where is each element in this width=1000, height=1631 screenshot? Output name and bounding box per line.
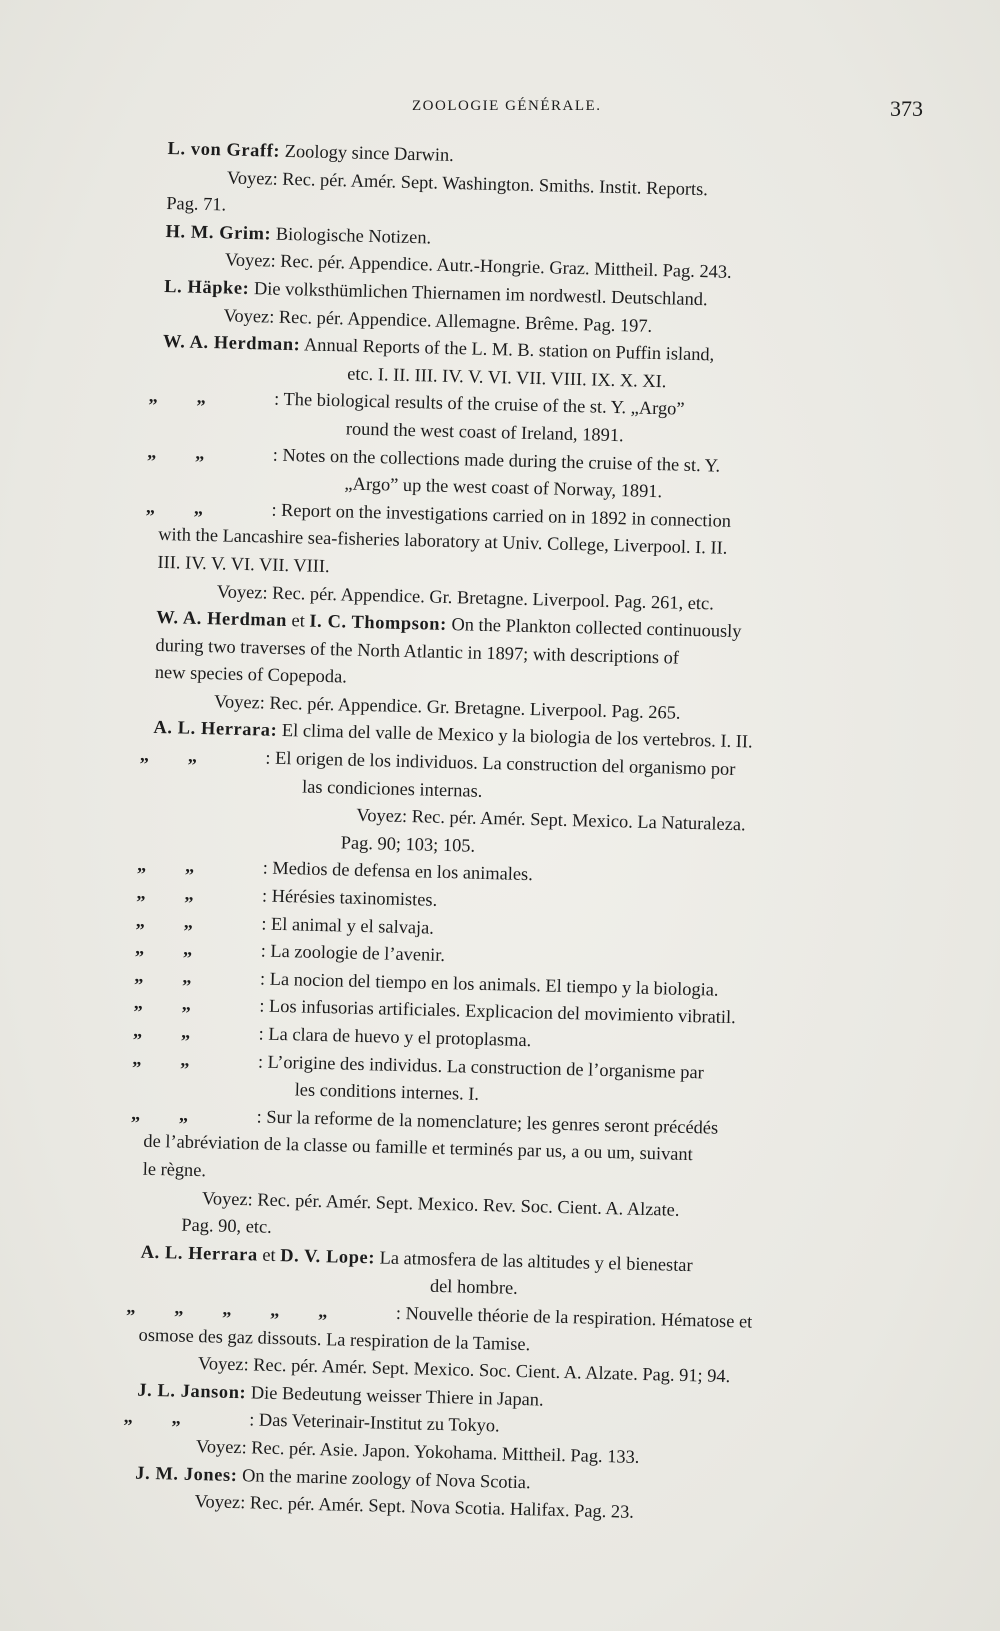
entry-title: : Hérésies taxinomistes. <box>261 885 438 910</box>
entry-title: : Report on the investigations carried on in 1892 in connection <box>271 499 732 531</box>
ditto-mark: „ <box>222 1298 232 1319</box>
entry-title: On the marine zoology of Nova Scotia. <box>241 1464 531 1492</box>
ditto-mark: „ <box>184 883 194 904</box>
entry-author: A. L. Herrara <box>140 1241 259 1265</box>
ditto-mark: „ <box>318 1300 328 1322</box>
bibliography-list <box>123 135 917 1533</box>
entry-title: Die volksthümlichen Thiernamen im nordwestl. Deutschland. <box>253 278 708 310</box>
entry-title-continued: III. IV. V. VI. VII. VIII. <box>157 551 330 576</box>
entry-title-continued: with the Lancashire sea-fisheries laboratory at Univ. College, Liverpool. I. II. <box>157 524 728 559</box>
entry-reference: Voyez: Rec. pér. Appendice. Gr. Bretagne. Liverpool. Pag. 261, etc. <box>216 580 715 613</box>
entry-title: : El animal y el salvaja. <box>261 913 435 938</box>
ditto-mark: „ <box>132 1020 143 1041</box>
entry-title: Biologische Notizen. <box>275 223 432 248</box>
page-header <box>0 96 1000 126</box>
entry-title: Die Bedeutung weisser Thiere in Japan. <box>250 1382 544 1410</box>
entry-title-continued: round the west coast of Ireland, 1891. <box>345 418 624 446</box>
ditto-mark: „ <box>270 1299 280 1321</box>
ditto-mark: „ <box>180 1021 191 1042</box>
entry-reference: Pag. 71. <box>166 193 227 215</box>
entry-reference: Voyez: Rec. pér. Appendice. Gr. Bretagne. Liverpool. Pag. 265. <box>213 691 681 723</box>
entry-reference: Voyez: Rec. pér. Amér. Sept. Mexico. La Naturaleza. <box>356 805 746 835</box>
entry-conjunction: et <box>291 610 306 631</box>
bibliography-entry <box>130 1100 894 1256</box>
entry-author: J. M. Jones: <box>135 1462 238 1485</box>
entry-title: : Los infusorias artificiales. Explicacion del movimiento vibratil. <box>259 995 736 1028</box>
ditto-mark: „ <box>136 854 147 876</box>
ditto-mark: „ <box>147 441 157 462</box>
entry-title: : L’origine des individus. La construction de l’organisme par <box>257 1051 705 1082</box>
entry-title-continued: etc. I. II. III. IV. V. VI. VII. VIII. IX. X. XI. <box>346 363 667 391</box>
entry-reference: Voyez: Rec. pér. Amér. Sept. Nova Scotia. Halifax. Pag. 23. <box>194 1491 635 1522</box>
entry-title-continued: osmose des gaz dissouts. La respiration de la Tamise. <box>138 1324 531 1354</box>
ditto-mark: „ <box>181 994 192 1015</box>
ditto-mark: „ <box>134 965 144 986</box>
entry-title-continued: de l’abréviation de la classe ou famille et terminés par us, a ou um, suivant <box>143 1131 694 1165</box>
entry-title: : Sur la reforme de la nomenclature; les genres seront précédés <box>256 1106 719 1138</box>
entry-reference: Voyez: Rec. pér. Appendice. Autr.-Hongrie. Graz. Mittheil. Pag. 243. <box>224 249 732 283</box>
entry-author: D. V. Lope: <box>280 1244 376 1268</box>
ditto-mark: „ <box>184 856 195 877</box>
entry-author: W. A. Herdman: <box>162 331 301 355</box>
ditto-mark: „ <box>182 938 193 960</box>
entry-title: : El origen de los individuos. La construction del organismo por <box>265 747 736 780</box>
ditto-mark: „ <box>123 1406 134 1427</box>
ditto-mark: „ <box>174 1297 184 1318</box>
page-number: 373 <box>890 96 923 121</box>
entry-reference: Voyez: Rec. pér. Appendice. Allemagne. Brême. Pag. 197. <box>223 304 653 336</box>
entry-reference: Voyez: Rec. pér. Amér. Sept. Mexico. Soc. Cient. A. Alzate. Pag. 91; 94. <box>197 1353 731 1387</box>
ditto-mark: „ <box>139 744 150 765</box>
entry-title: : Notes on the collections made during the cruise of the st. Y. <box>272 444 721 476</box>
ditto-mark: „ <box>180 1049 190 1070</box>
ditto-mark: „ <box>182 966 192 987</box>
entry-title: : La clara de huevo y el protoplasma. <box>258 1023 532 1051</box>
ditto-mark: „ <box>126 1296 136 1317</box>
ditto-mark: „ <box>145 496 156 517</box>
ditto-mark: „ <box>178 1104 189 1125</box>
entry-reference: Pag. 90; 103; 105. <box>340 832 476 856</box>
ditto-mark: „ <box>133 992 144 1014</box>
ditto-mark: „ <box>193 497 204 518</box>
entry-title-continued: le règne. <box>142 1158 207 1181</box>
ditto-mark: „ <box>195 442 205 463</box>
ditto-mark: „ <box>136 882 146 903</box>
entry-author: H. M. Grim: <box>165 220 272 244</box>
entry-title: : Das Veterinair-Institut zu Tokyo. <box>249 1409 500 1436</box>
ditto-mark: „ <box>132 1048 142 1069</box>
entry-title-continued: during two traverses of the North Atlantic in 1897; with descriptions of <box>155 634 680 668</box>
entry-reference: Pag. 90, etc. <box>181 1214 273 1238</box>
entry-title: Zoology since Darwin. <box>284 140 455 165</box>
entry-title: Annual Reports of the L. M. B. station on Puffin island, <box>303 334 715 365</box>
ditto-mark: „ <box>196 387 207 408</box>
entry-title-continued: las condiciones internas. <box>301 776 483 801</box>
bibliography-entry <box>139 742 902 871</box>
entry-reference: Voyez: Rec. pér. Asie. Japon. Yokohama. Mittheil. Pag. 133. <box>195 1435 640 1467</box>
entry-reference: Voyez: Rec. pér. Amér. Sept. Washington. Smiths. Instit. Reports. <box>226 167 709 199</box>
ditto-mark: „ <box>183 911 194 932</box>
ditto-mark: „ <box>134 937 145 958</box>
ditto-mark: „ <box>187 745 198 766</box>
bibliography-entry <box>154 604 906 733</box>
entry-title: : La nocion del tiempo en los animals. El tiempo y la biologia. <box>259 968 719 1000</box>
entry-reference: Voyez: Rec. pér. Amér. Sept. Mexico. Rev. Soc. Cient. A. Alzate. <box>201 1187 680 1220</box>
ditto-mark: „ <box>130 1103 141 1124</box>
entry-title: El clima del valle de Mexico y la biologia de los vertebros. I. II. <box>281 720 753 752</box>
entry-author: J. L. Janson: <box>137 1379 247 1403</box>
bibliography-entry <box>145 494 909 623</box>
ditto-mark: „ <box>171 1407 182 1429</box>
entry-author: A. L. Herrara: <box>153 717 278 741</box>
entry-title-continued: les conditions internes. I. <box>294 1079 480 1105</box>
entry-title-continued: del hombre. <box>429 1276 519 1299</box>
ditto-mark: „ <box>148 385 159 407</box>
entry-author: L. Häpke: <box>164 275 250 299</box>
running-title: ZOOLOGIE GÉNÉRALE. <box>412 98 602 114</box>
entry-title: La atmosfera de las altitudes y el bienestar <box>379 1247 693 1275</box>
entry-title: : Nouvelle théorie de la respiration. Hématose et <box>395 1302 753 1332</box>
entry-title: : The biological results of the cruise of the st. Y. „Argo” <box>273 389 685 420</box>
entry-title-continued: new species of Copepoda. <box>154 662 348 687</box>
entry-author: W. A. Herdman <box>155 606 288 631</box>
entry-conjunction: et <box>262 1244 276 1265</box>
entry-author: L. von Graff: <box>167 137 281 161</box>
entry-title-continued: „Argo” up the west coast of Norway, 1891. <box>344 473 663 502</box>
entry-title: : La zoologie de l’avenir. <box>260 940 446 966</box>
entry-title: On the Plankton collected continuously <box>451 614 742 642</box>
entry-title: : Medios de defensa en los animales. <box>262 857 534 885</box>
ditto-mark: „ <box>135 910 146 931</box>
entry-author: I. C. Thompson: <box>309 610 448 635</box>
